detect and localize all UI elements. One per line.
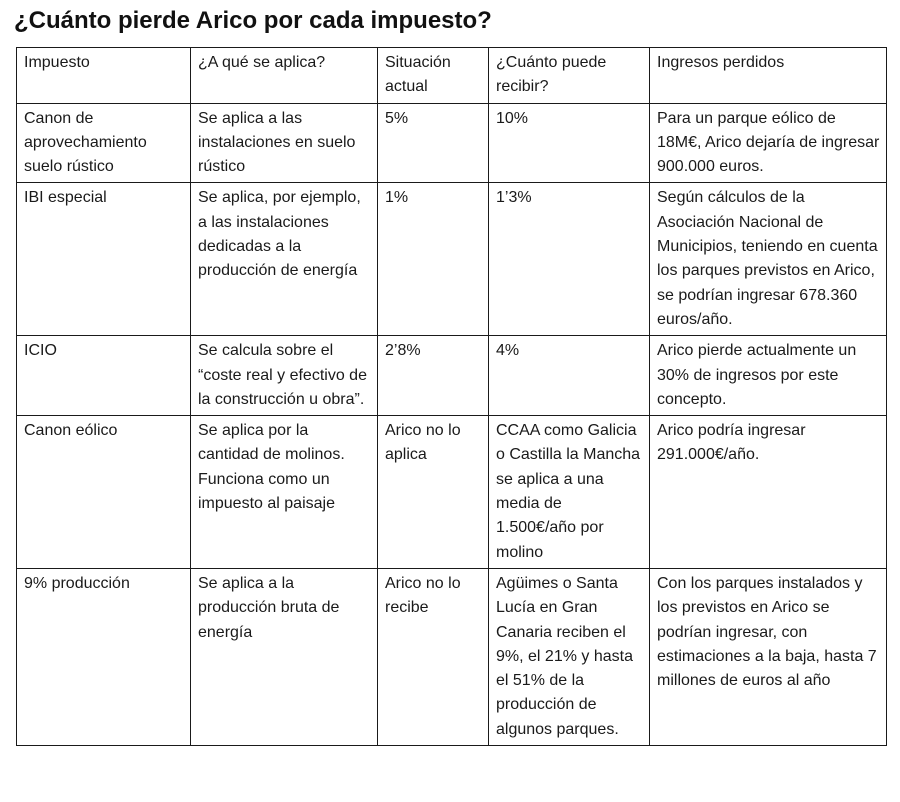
cell-recibir: 10% [489, 103, 650, 183]
cell-ingresos: Arico pierde actualmente un 30% de ingresos por este concepto. [650, 336, 887, 416]
header-impuesto: Impuesto [17, 48, 191, 104]
cell-aplica: Se aplica a la producción bruta de energía [191, 568, 378, 745]
cell-ingresos: Arico podría ingresar 291.000€/año. [650, 416, 887, 569]
header-ingresos: Ingresos perdidos [650, 48, 887, 104]
cell-recibir: CCAA como Galicia o Castilla la Mancha se aplica a una media de 1.500€/año por molino [489, 416, 650, 569]
cell-impuesto: IBI especial [17, 183, 191, 336]
cell-situacion: 5% [378, 103, 489, 183]
header-aplica: ¿A qué se aplica? [191, 48, 378, 104]
cell-situacion: Arico no lo aplica [378, 416, 489, 569]
cell-aplica: Se aplica por la cantidad de molinos. Funciona como un impuesto al paisaje [191, 416, 378, 569]
cell-impuesto: Canon de aprovechamiento suelo rústico [17, 103, 191, 183]
tax-table [16, 47, 887, 746]
header-situacion: Situación actual [378, 48, 489, 104]
table-row [17, 183, 887, 336]
cell-aplica: Se aplica, por ejemplo, a las instalaciones dedicadas a la producción de energía [191, 183, 378, 336]
table-row [17, 568, 887, 745]
cell-aplica: Se aplica a las instalaciones en suelo rústico [191, 103, 378, 183]
cell-aplica: Se calcula sobre el “coste real y efectivo de la construcción u obra”. [191, 336, 378, 416]
cell-situacion: 2’8% [378, 336, 489, 416]
header-recibir: ¿Cuánto puede recibir? [489, 48, 650, 104]
table-header-row [17, 48, 887, 104]
cell-ingresos: Con los parques instalados y los previstos en Arico se podrían ingresar, con estimaciones a la baja, hasta 7 millones de euros al año [650, 568, 887, 745]
cell-recibir: Agüimes o Santa Lucía en Gran Canaria reciben el 9%, el 21% y hasta el 51% de la producción de algunos parques. [489, 568, 650, 745]
table-row [17, 336, 887, 416]
cell-recibir: 4% [489, 336, 650, 416]
table-row [17, 416, 887, 569]
cell-impuesto: ICIO [17, 336, 191, 416]
cell-impuesto: 9% producción [17, 568, 191, 745]
page-title: ¿Cuánto pierde Arico por cada impuesto? [14, 7, 492, 34]
cell-impuesto: Canon eólico [17, 416, 191, 569]
cell-situacion: Arico no lo recibe [378, 568, 489, 745]
cell-recibir: 1’3% [489, 183, 650, 336]
cell-ingresos: Según cálculos de la Asociación Nacional de Municipios, teniendo en cuenta los parques previstos en Arico, se podrían ingresar 678.360 euros/año. [650, 183, 887, 336]
cell-situacion: 1% [378, 183, 489, 336]
table-row [17, 103, 887, 183]
cell-ingresos: Para un parque eólico de 18M€, Arico dejaría de ingresar 900.000 euros. [650, 103, 887, 183]
